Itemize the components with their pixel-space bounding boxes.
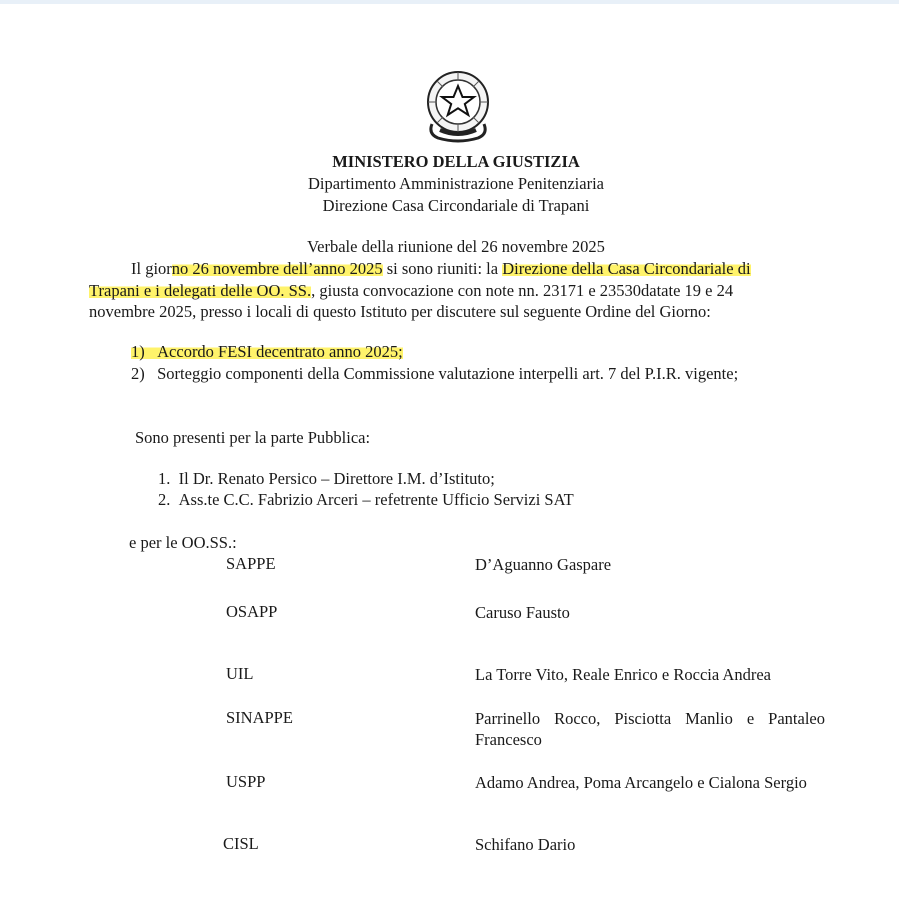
highlight-direction: Direzione della Casa Circondariale di [502,259,751,278]
intro-line-2: Trapani e i delegati delle OO. SS., giusta convocazione con note nn. 23171 e 23530datate 19 e 24 [89,281,734,300]
intro-line-3: novembre 2025, presso i locali di questo Istituto per discutere sul seguente Ordine del Giorno: [89,302,711,321]
union-names: Schifano Dario [475,835,576,854]
unions-heading: e per le OO.SS.: [129,533,237,552]
union-names: Adamo Andrea, Poma Arcangelo e Cialona Sergio [475,773,807,792]
union-names: La Torre Vito, Reale Enrico e Roccia Andrea [475,665,771,684]
union-names: D’Aguanno Gaspare [475,555,612,574]
highlight-date: no 26 novembre dell’anno 2025 [171,259,383,278]
union-names: Parrinello Rocco, Pisciotta Manlio e Pantaleo Francesco [475,709,825,749]
public-member: 2. Ass.te C.C. Fabrizio Arceri – refetrente Ufficio Servizi SAT [158,490,574,509]
agenda-item: 2) Sorteggio componenti della Commissione valutazione interpelli art. 7 del P.I.R. vigente; [131,364,739,383]
public-heading: Sono presenti per la parte Pubblica: [135,428,371,447]
direction-line: Direzione Casa Circondariale di Trapani [322,196,590,215]
department-line: Dipartimento Amministrazione Penitenziaria [307,174,604,193]
union-org: SAPPE [226,554,276,573]
agenda-item: 1) Accordo FESI decentrato anno 2025; [131,342,403,361]
union-names: Caruso Fausto [475,603,570,622]
ministry-title: MINISTERO DELLA GIUSTIZIA [332,152,580,171]
italian-republic-emblem-icon [418,64,498,144]
intro-line-1: Il giorno 26 novembre dell’anno 2025 si sono riuniti: la Direzione della Casa Circondariale di [131,259,751,278]
window-top-strip [0,0,899,4]
document-title: Verbale della riunione del 26 novembre 2025 [307,237,605,256]
union-org: UIL [226,664,254,683]
union-org: CISL [223,834,259,853]
union-org: USPP [226,772,266,791]
highlight-delegates: Trapani e i delegati delle OO. SS. [89,281,312,300]
union-org: SINAPPE [226,708,293,727]
public-member: 1. Il Dr. Renato Persico – Direttore I.M. d’Istituto; [158,469,495,488]
union-org: OSAPP [226,602,278,621]
